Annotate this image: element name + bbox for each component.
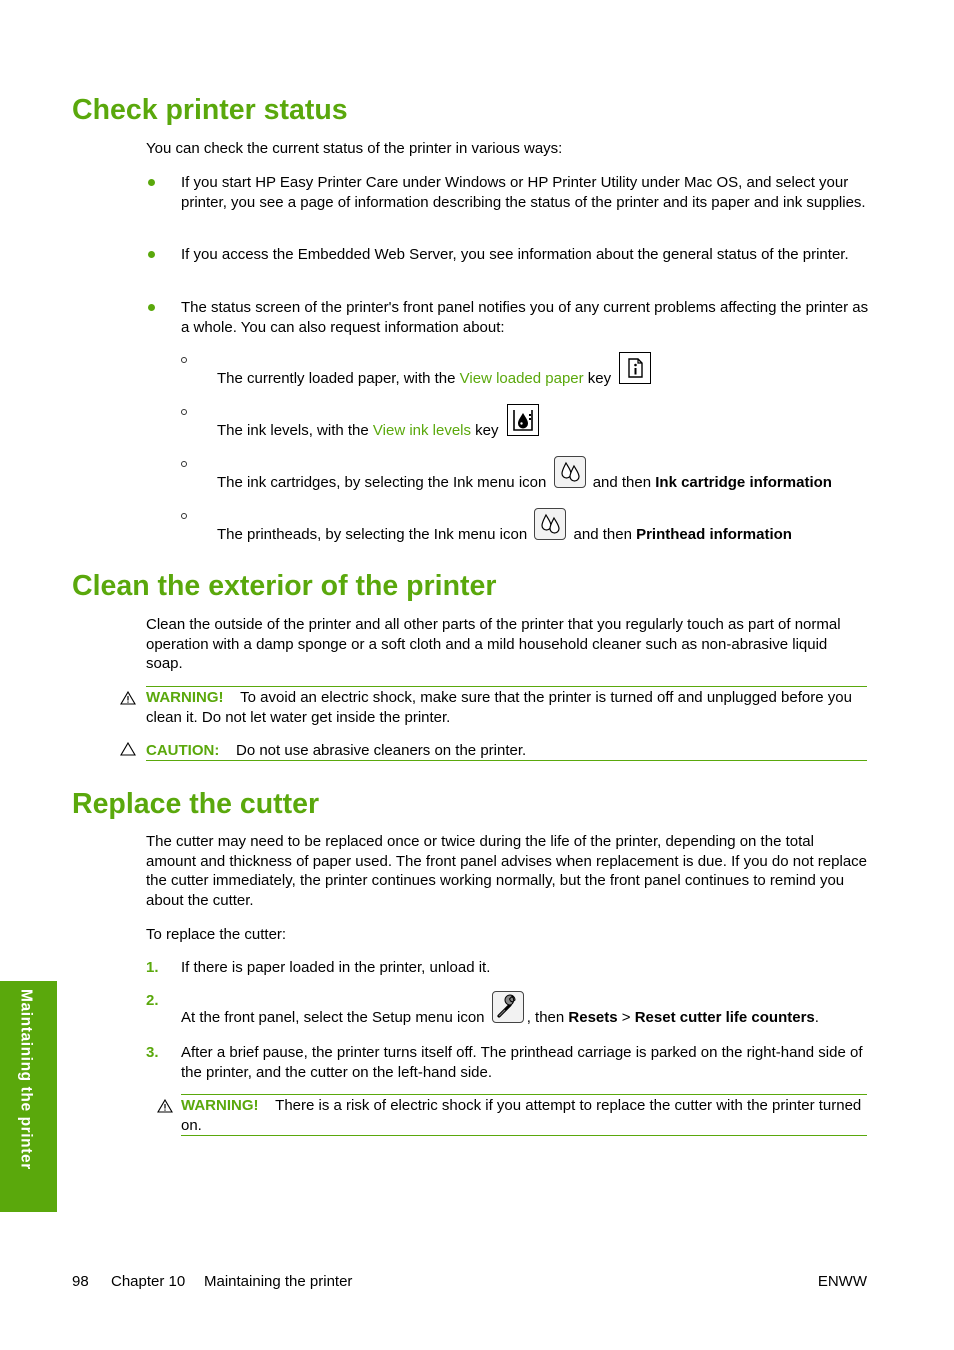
view-ink-levels-link[interactable]: View ink levels	[372, 422, 472, 439]
warning-triangle-icon	[157, 1099, 173, 1113]
warning-label: WARNING!	[146, 689, 224, 706]
sub-item-text: and then	[592, 474, 656, 491]
footer-chapter-title: Maintaining the printer	[204, 1273, 353, 1290]
info-key-icon	[619, 352, 651, 384]
caution-rule	[146, 760, 867, 761]
printhead-information-label: Printhead information	[636, 526, 792, 543]
sub-item-printheads	[217, 508, 877, 545]
step-2	[181, 991, 869, 1028]
chapter-side-tab-label: Maintaining the printer	[17, 989, 35, 1170]
bullet-dot	[148, 179, 155, 186]
footer-right-label: ENWW	[817, 1273, 867, 1290]
warning-rule	[181, 1094, 867, 1095]
sub-item-text: and then	[573, 526, 637, 543]
cutter-body-text: The cutter may need to be replaced once or twice during the life of the printer, depending on the total amount and thickness of paper used. The front panel advises when replacement is due. If you do not replace the cutter immediately, the printer continues working normally, but the front panel continues to remind you about the cutter.	[146, 833, 868, 909]
bullet-dot	[148, 304, 155, 311]
cutter-warning-note	[181, 1096, 867, 1135]
caution-note	[146, 741, 868, 761]
sub-item-ink-cartridges	[217, 456, 877, 493]
heading-replace-cutter: Replace the cutter	[72, 788, 320, 820]
step-text: >	[617, 1009, 635, 1026]
warning-rule	[181, 1135, 867, 1136]
footer-chapter: Chapter 10	[111, 1273, 186, 1290]
step-text: At the front panel, select the Setup menu icon	[181, 1009, 485, 1026]
sub-bullet	[181, 357, 187, 363]
ink-menu-icon	[554, 456, 586, 488]
ink-menu-icon	[534, 508, 566, 540]
step-number: 1.	[146, 959, 159, 976]
sub-bullet	[181, 409, 187, 415]
warning-text: To avoid an electric shock, make sure that the printer is turned off and unplugged before you clean it. Do not let water get inside the printer.	[146, 689, 852, 726]
heading-check-printer-status: Check printer status	[72, 94, 348, 126]
warning-rule	[146, 686, 867, 687]
step-text: , then	[526, 1009, 569, 1026]
sub-item-text: The ink cartridges, by selecting the Ink menu icon	[217, 474, 547, 491]
bullet-item-1: If you start HP Easy Printer Care under Windows or HP Printer Utility under Mac OS, and select your printer, you see a page of information describing the status of the printer and its paper and ink supplies.	[181, 174, 866, 211]
sub-item-text: The ink levels, with the	[217, 422, 373, 439]
ink-cartridge-information-label: Ink cartridge information	[655, 474, 832, 491]
resets-label: Resets	[568, 1009, 618, 1026]
sub-item-text: The currently loaded paper, with the	[217, 370, 460, 387]
step-1: If there is paper loaded in the printer, unload it.	[181, 959, 491, 976]
page-number: 98	[72, 1273, 89, 1290]
heading-clean-exterior: Clean the exterior of the printer	[72, 570, 497, 602]
step-number: 3.	[146, 1044, 159, 1061]
view-loaded-paper-link[interactable]: View loaded paper	[459, 370, 584, 387]
caution-text: Do not use abrasive cleaners on the printer.	[236, 742, 527, 759]
ink-level-key-icon	[507, 404, 539, 436]
bullet-item-3: The status screen of the printer's front panel notifies you of any current problems affecting the printer as a whole. You can also request information about:	[181, 299, 869, 336]
warning-text: There is a risk of electric shock if you attempt to replace the cutter with the printer turned on.	[181, 1097, 862, 1134]
sub-item-text: The printheads, by selecting the Ink menu icon	[217, 526, 528, 543]
bullet-dot	[148, 251, 155, 258]
caution-label: CAUTION:	[146, 742, 220, 759]
sub-item-loaded-paper	[217, 352, 877, 389]
sub-bullet	[181, 461, 187, 467]
sub-bullet	[181, 513, 187, 519]
step-number: 2.	[146, 992, 159, 1009]
bullet-item-2: If you access the Embedded Web Server, you see information about the general status of the printer.	[181, 246, 849, 263]
clean-body-text: Clean the outside of the printer and all other parts of the printer that you regularly touch as part of normal operation with a damp sponge or a soft cloth and a mild household cleaner such as non-abrasive liquid soap.	[146, 616, 841, 672]
warning-triangle-icon	[120, 691, 136, 705]
sub-item-ink-levels	[217, 404, 877, 441]
sub-item-text: key	[471, 422, 499, 439]
setup-menu-icon	[492, 991, 524, 1023]
warning-note	[146, 688, 868, 727]
cutter-lead-text: To replace the cutter:	[146, 926, 287, 943]
chapter-side-tab	[0, 981, 57, 1212]
warning-label: WARNING!	[181, 1097, 259, 1114]
step-text: .	[814, 1009, 819, 1026]
sub-item-text: key	[583, 370, 612, 387]
step-3: After a brief pause, the printer turns itself off. The printhead carriage is parked on the right-hand side of the printer, and the cutter on the left-hand side.	[181, 1044, 863, 1081]
reset-cutter-life-counters-label: Reset cutter life counters	[634, 1009, 815, 1026]
intro-text: You can check the current status of the printer in various ways:	[146, 140, 563, 157]
caution-triangle-icon	[120, 742, 136, 756]
